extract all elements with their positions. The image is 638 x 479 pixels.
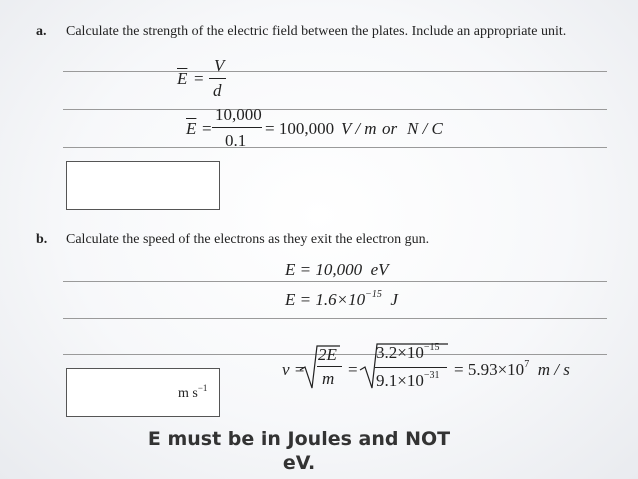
answer-line-5 [63, 318, 607, 319]
fraction-bar [212, 127, 262, 128]
e-field-symbol: $\overline{E}$ [186, 119, 197, 138]
unit-n-per-c: N / C [407, 119, 443, 138]
result-exponent: 7 [524, 359, 530, 370]
answer-line-1 [63, 71, 607, 72]
numerator-exponent: −15 [423, 342, 440, 353]
numerator-2e: 2E [318, 345, 337, 364]
denominator-mantissa: 9.1×10 [376, 371, 424, 390]
question-a-letter: a. [36, 24, 47, 39]
unit-ev: eV [370, 260, 389, 279]
answer-unit: m s [178, 386, 198, 401]
question-b-text: Calculate the speed of the electrons as they exit the electron gun. [66, 232, 430, 247]
unit-m-per-s: m / s [537, 360, 570, 379]
fraction-bar [375, 367, 447, 368]
numerator-v: V [214, 56, 225, 75]
answer-line-4 [63, 281, 607, 282]
answer-box-a[interactable] [66, 161, 220, 210]
equals-sign: = [194, 69, 204, 88]
unit-v-per-m: V / m [341, 119, 377, 138]
numerator-10000: 10,000 [215, 105, 262, 124]
exponent: −15 [365, 289, 382, 300]
equals-sign: = [348, 360, 358, 379]
joules-note: E must be in Joules and NOT eV. [147, 428, 451, 474]
velocity-lhs: v = [282, 360, 306, 379]
e-field-symbol: $\overline{E}$ [177, 69, 188, 88]
answer-unit-exponent: −1 [197, 383, 208, 393]
question-a-text: Calculate the strength of the electric field between the plates. Include an appropriate unit. [66, 24, 567, 39]
denominator-m: m [322, 369, 335, 388]
result-value: = 100,000 [265, 119, 335, 138]
numerator-mantissa: 3.2×10 [376, 343, 424, 362]
denominator-value [376, 371, 439, 391]
denominator-01: 0.1 [225, 131, 247, 150]
answer-unit-label [178, 383, 208, 402]
answer-line-2 [63, 109, 607, 110]
energy-joule-value: E = 1.6×10 [285, 290, 366, 309]
question-b-letter: b. [36, 232, 48, 247]
or-word: or [382, 119, 398, 138]
answer-line-3 [63, 147, 607, 148]
fraction-bar [209, 78, 226, 79]
equation-b2 [285, 290, 398, 310]
denominator-exponent: −31 [423, 370, 440, 381]
equals-sign: = [202, 119, 212, 138]
fraction-bar [317, 366, 342, 367]
numerator-value [376, 343, 439, 363]
velocity-result [454, 360, 570, 380]
equation-b1 [285, 260, 389, 280]
result-mantissa: = 5.93×10 [454, 360, 525, 379]
energy-ev-value: E = 10,000 [285, 260, 363, 279]
unit-j: J [390, 290, 398, 309]
denominator-d: d [213, 81, 222, 100]
